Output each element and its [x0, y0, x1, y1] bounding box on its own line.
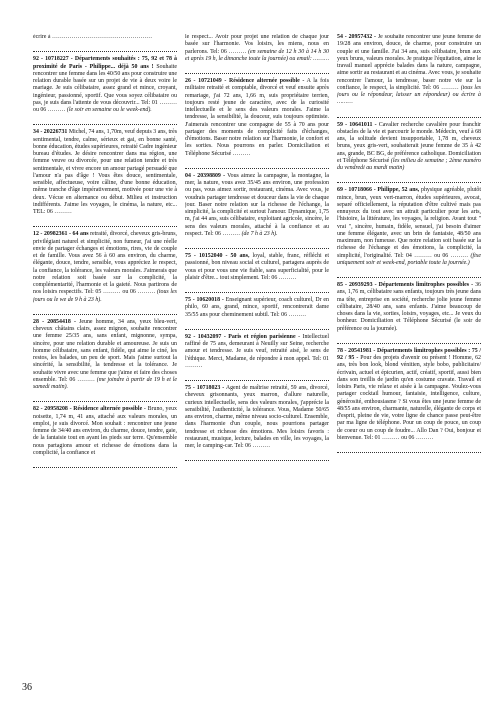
ad-body: Souhaite rencontrer une femme dans les 40/50 ans pour construire une relation durable basée sur un projet de vie à deux voire le mariage. Je suis célibataire, assez grand et mince, croyant, ingénieur, passionné, sportif. Que vous soyez célibataire ou pas, je suis dans l'attente de vous découvrir... Tel: 01 ……… ou 06 ………	[33, 63, 177, 113]
ad-separator	[185, 375, 329, 381]
classified-ad	[185, 34, 329, 63]
classified-ad	[33, 406, 177, 457]
classified-ad	[33, 129, 177, 216]
ad-separator	[33, 221, 177, 227]
ad-head: 92 - 10432097 - Paris et région parisienne	[185, 333, 296, 340]
ad-end: (fixe uniquement soir et week-end, portable toute la journée.)	[337, 252, 481, 266]
column-right	[337, 34, 481, 684]
ad-separator	[185, 455, 329, 461]
ad-separator	[33, 396, 177, 402]
ad-body: 36 ans, 1,76 m, célibataire sans enfants, toujours très jeune dans ma tête, entreprise en société, recherche jolie jeune femme célibataire, 28/40 ans, sans enfants. J'aime beaucoup de choses dans la vie, sorties, loisirs, voyages, etc... Je veux du bonheur. Domiciliation et Téléphone Sécurisé (le soir de préférence ou la journée).	[337, 282, 481, 332]
ad-separator	[185, 324, 329, 330]
ad-separator	[337, 447, 481, 453]
ad-head: 78 - 20541981 - Départements limitrophes possibles : 75 / 92 / 95 -	[337, 347, 481, 361]
ad-end: (me joindre à partir de 19 h et le samedi matin).	[33, 376, 177, 390]
column-middle	[185, 34, 329, 684]
ad-end: (de 7 h à 23 h).	[241, 230, 278, 237]
ad-body: Pour des projets d'avenir ou présent ! Homme, 62 ans, très bon look, blond vénitien, style bobo, publicitaire/écrivain, actuel et épicurien, actif, créatif, sportif, aussi bien dans son treillis de jardin qu'en costume cravate. Travail et loisirs Paris, vie relaxe et aisée à la campagne. Voulez-vous partager cocktail humour, fantaisie, intelligence, culture, générosité, enthousiasme ? Si vous êtes une jeune femme de 48/55 ans environ, charmante, naturelle, élégante de corps et d'esprit, pleine de vie, votre ligne de chance passe peut-être par ma ligne de téléphone. Pour un coup de pouce, un coup de coeur ou un coup de foudre... Allo Dan ? Oui, bonjour et bienvenue. Tel: 01 ……… ou 06 ………	[337, 355, 481, 441]
ad-body: Michel, 74 ans, 1,70m, veuf depuis 3 ans, très sentimental, tendre, calme, sérieux et gai, en bonne santé, bonne éducation, études supérieures, retraité Cadre ingénieur bureau d'études. Je désire rencontrer dans ma région, une femme veuve ou divorcée, pour une relation tendre et très sentimentale, et vivre encore un amour partagé persuadé que l'amour n'a pas d'âge ! Vous êtes douce, sentimentale, sensible, affectueuse, voire câline, d'une bonne éducation, même tranche d'âge impérativement, motivée pour une vie à deux. Vécue en alternance ou début. Milieu et instruction indifférents. J'aime les voyages, le cinéma, la nature, etc... TEL: 06 ………	[33, 129, 177, 215]
ad-head: 75 - 10152040 - 50 ans,	[185, 253, 250, 259]
ad-head: 34 - 20226731	[33, 129, 68, 136]
page-number: 36	[22, 682, 32, 693]
ad-end: (tous les jours ou le répondeur, laisser un répondeur) ou écrire à ………	[337, 84, 481, 106]
column-left	[33, 34, 177, 684]
ad-head: 28 - 20854418 -	[33, 318, 76, 325]
classified-ad	[185, 385, 329, 450]
ad-end: (tous les jours ou le we de 9 h à 23 h).	[33, 289, 177, 303]
classified-ad	[337, 348, 481, 442]
classified-ad	[185, 297, 329, 319]
ad-head: 69 - 10718066 - Philippe, 52 ans,	[337, 187, 420, 194]
ad-separator	[185, 287, 329, 293]
ad-separator	[185, 68, 329, 74]
classified-ad	[337, 122, 481, 173]
classified-ad	[33, 231, 177, 304]
ad-body: A la fois militaire retraité et comptable, divorcé et veuf ensuite après remariage, j'ai 72 ans, 1,66 m, suis propriétaire terrien, toujours resté jeune de caractère, avec de la curiosité intellectuelle et le sens des valeurs morales. J'aime la tendresse, la sensibilité, la douceur, suis toujours optimiste. J'aimerais rencontrer une compagne de 55 à 70 ans pour partager des moments de complicité faits d'échanges, d'émotions. Baser notre relation sur l'harmonie, le confort et les sorties. Nous pourrons en parler. Domiciliation et Téléphone Sécurisé ………	[185, 78, 329, 157]
ad-body: loyal, stable, franc, réfléchi et passionné, bon niveau social et culturel, partagera auprès de vous et pour vous une vie fiable, sans superficialité, pour le plaisir d'être... tout simplement. Tel: 06 ………	[185, 253, 329, 281]
classified-ad	[337, 282, 481, 333]
ad-separator	[337, 112, 481, 118]
ad-end: (les milieu de semaine ; 2ème numéro du vendredi au mardi matin)	[337, 157, 481, 171]
ad-body: Vous aimez la campagne, la montagne, la mer, la nature, vous avez 35/45 ans environ, une profession ou pas, vous aimez sortir, restaurant, cinéma. Avec vous, je voudrais partager tendresse et douceur dans la vie de chaque jour. Baser notre relation sur la richesse de l'échange, la simplicité, la complicité et surtout l'amour. Dynamique, 1,75 m, j'ai 44 ans, suis célibataire, exploitant agricole, sincère, le sens des valeurs morales, attaché à la confiance et au respect. Tel: 06 ………	[185, 172, 329, 237]
ad-head: 12 - 20982361 - 64 ans	[33, 231, 89, 238]
ad-body: retraité, divorcé, cheveux gris-bruns, privilégiant naturel et simplicité, non fumeur, j'ai une réelle envie de partager échanges et émotions, rires, vie de couple et de famille. Vous avez 56 à 60 ans environ, du charme, élégante, douce, tendre, sensible, vous appréciez le respect, la confiance, la tolérance, les valeurs morales. J'aimerais que notre relation soit basée sur la complicité, la complémentarité, l'harmonie et la gaieté. Nous partirons de nos loisirs respectifs. Tel: 05 ……… ou 06 ………	[33, 231, 177, 296]
ad-body: Cavalier recherche cavalière pour franchir obstacles de la vie et parcourir le monde. Médecin, veuf à 68 ans, la solitude devient insupportable, 1,78 m, cheveux bruns, yeux gris-vert, souhaiterait jeune femme de 35 à 42 ans, grande, BC BG, de préférence catholique. Domiciliation et Téléphone Sécurisé	[337, 121, 481, 164]
ad-head: 92 - 10718227 - Départements souhaités : 75, 92 et 78 à proximité de Paris - Philippe... déjà 50 ans !	[33, 56, 177, 70]
ad-body: - Intellectuel raffiné de 75 ans, demeurant à Neuilly sur Seine, recherche amour et tendresse. Je suis veuf, retraité aisé, le sens de l'éthique. Merci, Madame, de répondre à mon appel. Tel: 01 ………	[185, 333, 329, 369]
ad-body: - Bruno, yeux noisette, 1,74 m, 41 ans, attaché aux valeurs morales, un emploi, je suis divorcé. Mon souhait : rencontrer une jeune femme de 34/40 ans environ, du charme, douce, tendre, gaie, de la fantaisie tout en ayant les pieds sur terre. Qu'ensemble nous partagions amour et richesse de émotions dans la complicité, la confiance et	[33, 406, 177, 456]
ad-separator	[33, 462, 177, 468]
ad-body: Enseignant supérieur, coach culturel, Dr en philo, 60 ans, grand, mince, sportif, rencontrerait dame 35/55 ans pour cheminement subtil. Tel: 06 ………	[185, 297, 329, 318]
ad-body: Agent de maîtrise retraité, 59 ans, divorcé, cheveux grisonnants, yeux marron, d'allure naturelle, curieux intellectuelle, sens des valeurs morales, j'apprécie la sensibilité, l'authenticité, la tolérance. Vous, Madame 50/65 ans environ, charme, même niveau socio-culturel. Ensemble, dans l'harmonie d'un couple, nous pourrions partager tendresse et richesse des émotions. Mes loisirs favoris : restaurant, musique, lecture, balades en ville, les voyages, la mer, le camping-car. Tel: 06 ………	[185, 385, 329, 449]
ad-body: Je souhaite rencontrer une jeune femme de 19/28 ans environ, douce, de charme, pour construire un couple et une famille. J'ai 34 ans, suis célibataire, brun aux yeux bruns, valeurs morales. Je pratique l'équitation, aime le travail manuel apprécie balades dans la nature, campagne, aime sortir au restaurant et au cinéma. Avec vous, je souhaite rencontrer l'amour, la tendresse, baser notre vie sur la confiance, le respect, la simplicité. Tel: 06 ………	[337, 34, 481, 91]
ad-head: 04 - 20398809 -	[185, 172, 226, 179]
ad-head: 85 - 20939293 - Départements limitrophes possibles -	[337, 282, 474, 288]
ad-head: 59 - 10641011 -	[337, 121, 377, 128]
ad-head: 54 - 20957432 -	[337, 34, 376, 40]
ad-separator	[337, 272, 481, 278]
classified-ad	[185, 78, 329, 158]
ad-head: 75 - 10718023 -	[185, 385, 225, 391]
classified-ad	[185, 253, 329, 282]
ad-body: écrire à ……………………………………………	[33, 34, 153, 40]
ad-end: (en semaine de 12 h 30 à 14 h 30 et après 19 h, le dimanche toute la journée) ou email: ………	[185, 48, 329, 62]
ad-separator	[33, 119, 177, 125]
classified-ad	[33, 319, 177, 392]
ad-body: Jeune homme, 34 ans, yeux bleu-vert, cheveux châtains clairs, assez mignon, souhaite rencontrer une femme 25/35 ans, sans enfant, mignonne, sympa, sincère, pour une relation durable et amoureuse. Je suis un homme célibataire, sans enfant, fidèle, qui aime le ciné, les restos, les balades, un peu de sport. Mais j'aime surtout la sincérité, la sensibilité, la tendresse et la tolérance. Je souhaite vivre avec une femme que j'aime et faire des choses ensemble. Tel: 06 ………	[33, 318, 177, 383]
classified-ad	[337, 187, 481, 267]
ad-body: physique agréable, plutôt mince, brun, yeux vert-marron, études supérieures, avocat, separé officiellement, la réputation d'être cultivé mais pas ennuyeux du tout avec un attrait particulier pour les arts, l'histoire, la littérature, les voyages, la religion. Avant tout " vrai ", sincère, humain, fidèle, sensuel, j'ai besoin d'aimer une femme élégante, avec un brin de fantaisie, 48/50 ans maximum, non fumeuse. Que notre relation soit basée sur la richesse de l'échange et des émotions, la complicité, la simplicité, l'originalité. Tel: 04 ……… ou 06 ………	[337, 187, 481, 259]
columns	[33, 34, 481, 684]
ad-separator	[33, 309, 177, 315]
ad-separator	[185, 163, 329, 169]
ad-separator	[33, 46, 177, 52]
ad-end: (le soir en semaine ou le week-end).	[66, 107, 152, 113]
ad-head: 75 - 10620018 -	[185, 297, 224, 303]
ad-head: 26 - 10721049 - Résidence alternée possible -	[185, 78, 305, 84]
classified-ad	[185, 334, 329, 370]
classified-ad	[33, 56, 177, 114]
ad-head: 82 - 20958208 - Résidence alternée possible	[33, 406, 143, 413]
ad-separator	[337, 177, 481, 183]
ad-body: le respect... Avoir pour projet une relation de chaque jour basée sur l'harmonie. Vos loisirs, les miens, nous en parlerons. Tel: 06 ………	[185, 34, 329, 55]
ad-separator	[185, 243, 329, 249]
classified-ad	[33, 34, 177, 41]
ad-separator	[337, 338, 481, 344]
classified-ad	[337, 34, 481, 107]
classified-ad	[185, 173, 329, 238]
